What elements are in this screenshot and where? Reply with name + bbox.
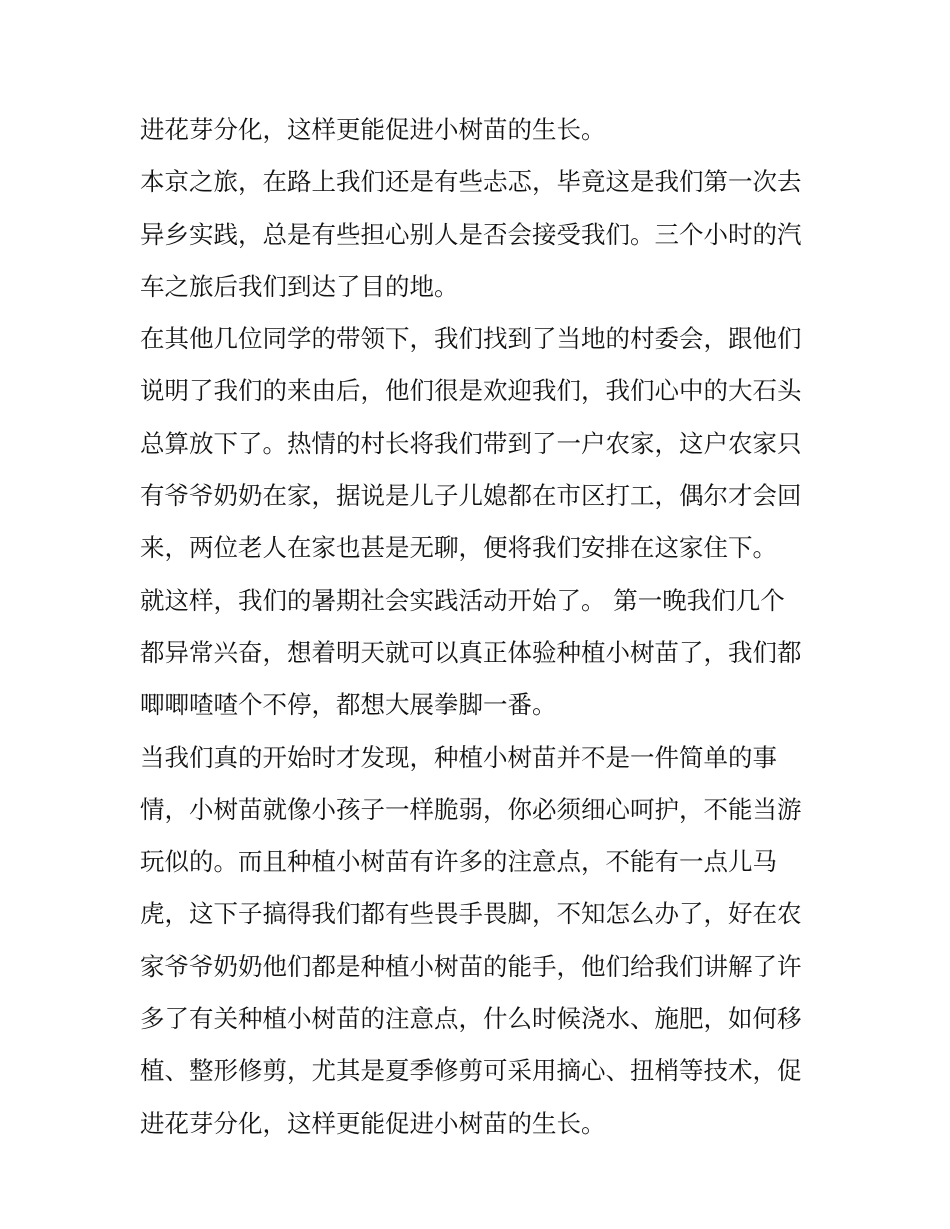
text-line: 虎，这下子搞得我们都有些畏手畏脚，不知怎么办了，好在农 — [140, 899, 802, 929]
text-line: 在其他几位同学的带领下，我们找到了当地的村委会，跟他们 — [140, 324, 802, 354]
text-line: 来，两位老人在家也甚是无聊，便将我们安排在这家住下。 — [140, 533, 777, 563]
text-line: 都异常兴奋，想着明天就可以真正体验种植小树苗了，我们都 — [140, 637, 802, 667]
text-line: 进花芽分化，这样更能促进小树苗的生长。 — [140, 1108, 606, 1138]
text-line: 当我们真的开始时才发现，种植小树苗并不是一件简单的事 — [140, 742, 777, 772]
text-line: 进花芽分化，这样更能促进小树苗的生长。 — [140, 115, 606, 144]
text-line: 本京之旅，在路上我们还是有些忐忑，毕竟这是我们第一次去 — [140, 167, 802, 197]
text-line: 异乡实践，总是有些担心别人是否会接受我们。三个小时的汽 — [140, 219, 802, 249]
text-line: 植、整形修剪，尤其是夏季修剪可采用摘心、扭梢等技术，促 — [140, 1056, 802, 1086]
text-line: 说明了我们的来由后，他们很是欢迎我们，我们心中的大石头 — [140, 376, 802, 406]
text-line: 多了有关种植小树苗的注意点，什么时候浇水、施肥，如何移 — [140, 1004, 802, 1034]
text-line: 家爷爷奶奶他们都是种植小树苗的能手，他们给我们讲解了许 — [140, 951, 802, 981]
text-line: 车之旅后我们到达了目的地。 — [140, 271, 459, 301]
document-body — [140, 110, 815, 1156]
text-line: 玩似的。而且种植小树苗有许多的注意点，不能有一点儿马 — [140, 847, 777, 877]
text-line: 有爷爷奶奶在家，据说是儿子儿媳都在市区打工，偶尔才会回 — [140, 481, 802, 511]
text-line: 情，小树苗就像小孩子一样脆弱，你必须细心呵护，不能当游 — [140, 794, 802, 824]
text-line: 就这样，我们的暑期社会实践活动开始了。 第一晚我们几个 — [140, 585, 785, 615]
text-line: 总算放下了。热情的村长将我们带到了一户农家，这户农家只 — [140, 428, 802, 458]
text-line: 唧唧喳喳个不停，都想大展拳脚一番。 — [140, 690, 557, 720]
